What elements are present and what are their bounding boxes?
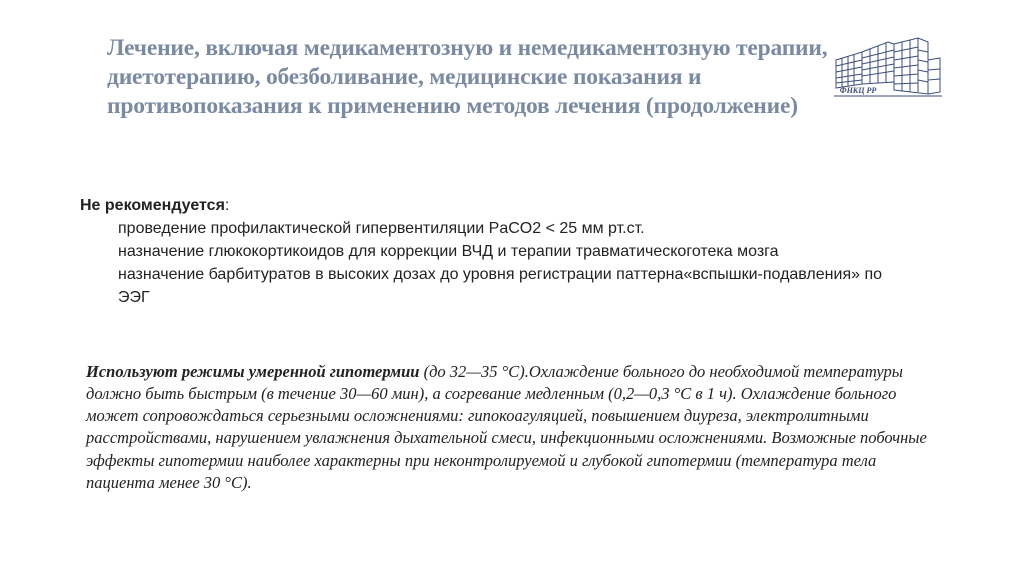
list-item: назначение глюкокортикоидов для коррекции ВЧД и терапии травматическоготека мозга — [118, 243, 779, 260]
list-item: проведение профилактической гипервентиляции PaCO2 < 25 мм рт.ст. — [118, 220, 645, 237]
list-item: назначение барбитуратов в высоких дозах до уровня регистрации паттерна«вспышки-подавления» по ЭЭГ — [118, 266, 883, 306]
not-recommended-label: Не рекомендуется — [80, 197, 225, 214]
heading-colon: : — [224, 197, 230, 214]
logo-caption: ФНКЦ РР — [839, 86, 877, 95]
hypothermia-note — [86, 361, 931, 495]
hypothermia-note-lead: Используют режимы умеренной гипотермии — [86, 361, 420, 381]
not-recommended-heading — [80, 194, 960, 217]
hypothermia-note-body: (до 32—35 °С).Охлаждение больного до необходимой температуры должно быть быстрым (в течение 30—60 мин), а согревание медленным (0,2—0,3 °С в 1 ч). Охлаждение больного может сопровождаться серьезными осложнениями: гипокоагуляцией, повышением диуреза, электролитными расстройствами, нарушением увлажнения дыхательной смеси, инфекционными осложнениями. Возможные побочные эффекты гипотермии наиболее характерны при неконтролируемой и глубокой гипотермии (температура тела пациента менее 30 °С). — [86, 361, 927, 492]
logo — [832, 30, 944, 104]
not-recommended-list — [80, 217, 960, 309]
slide-title: Лечение, включая медикаментозную и немедикаментозную терапии, диетотерапию, обезболивание, медицинские показания и противопоказания к применению методов лечения (продолжение) — [107, 35, 828, 119]
not-recommended-section — [80, 194, 960, 309]
